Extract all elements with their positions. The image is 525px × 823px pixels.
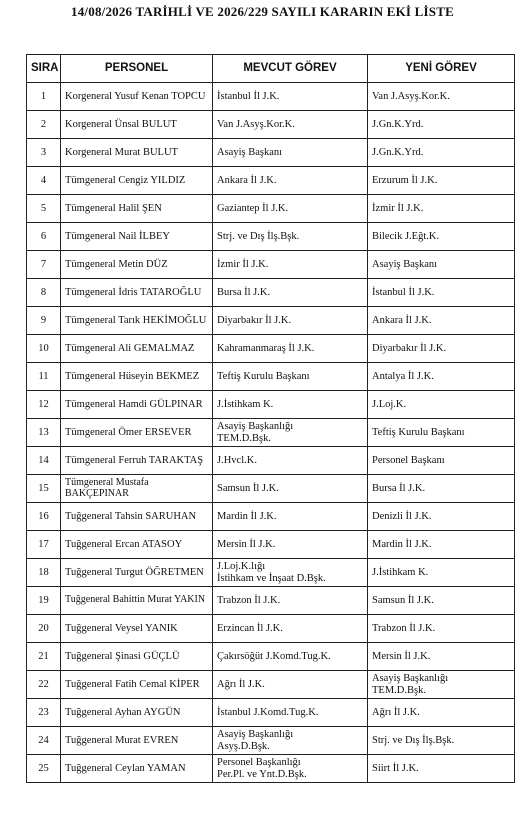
- header-row: [27, 55, 515, 83]
- row-number: 5: [27, 195, 61, 223]
- yeni-gorev-cell: Personel Başkanı: [368, 447, 515, 475]
- row-number: 11: [27, 363, 61, 391]
- personel-cell: Korgeneral Ünsal BULUT: [61, 111, 213, 139]
- yeni-gorev-cell: Diyarbakır İl J.K.: [368, 335, 515, 363]
- personel-cell: Tuğgeneral Tahsin SARUHAN: [61, 503, 213, 531]
- personel-cell: Korgeneral Murat BULUT: [61, 139, 213, 167]
- yeni-gorev-cell: İstanbul İl J.K.: [368, 279, 515, 307]
- header-yeni-gorev: YENİ GÖREV: [368, 55, 515, 83]
- table-row: [27, 475, 515, 503]
- yeni-gorev-cell: Asayiş Başkanlığı TEM.D.Bşk.: [368, 671, 515, 699]
- yeni-gorev-cell: Teftiş Kurulu Başkanı: [368, 419, 515, 447]
- row-number: 16: [27, 503, 61, 531]
- table-row: [27, 83, 515, 111]
- row-number: 10: [27, 335, 61, 363]
- personel-cell: Tuğgeneral Şinasi GÜÇLÜ: [61, 643, 213, 671]
- mevcut-gorev-cell: Samsun İl J.K.: [213, 475, 368, 503]
- mevcut-gorev-cell: Trabzon İl J.K.: [213, 587, 368, 615]
- table-row: [27, 699, 515, 727]
- row-number: 25: [27, 755, 61, 783]
- yeni-gorev-cell: Samsun İl J.K.: [368, 587, 515, 615]
- mevcut-gorev-cell: Asayiş Başkanlığı TEM.D.Bşk.: [213, 419, 368, 447]
- personel-cell: Korgeneral Yusuf Kenan TOPCU: [61, 83, 213, 111]
- yeni-gorev-cell: Van J.Asyş.Kor.K.: [368, 83, 515, 111]
- yeni-gorev-cell: Siirt İl J.K.: [368, 755, 515, 783]
- mevcut-gorev-cell: J.Hvcl.K.: [213, 447, 368, 475]
- personel-cell: Tümgeneral Metin DÜZ: [61, 251, 213, 279]
- row-number: 19: [27, 587, 61, 615]
- yeni-gorev-cell: Strj. ve Dış İlş.Bşk.: [368, 727, 515, 755]
- personel-cell: Tuğgeneral Ercan ATASOY: [61, 531, 213, 559]
- yeni-gorev-cell: J.İstihkam K.: [368, 559, 515, 587]
- row-number: 12: [27, 391, 61, 419]
- mevcut-gorev-cell: Mardin İl J.K.: [213, 503, 368, 531]
- table-row: [27, 447, 515, 475]
- table-row: [27, 615, 515, 643]
- mevcut-gorev-cell: İstanbul İl J.K.: [213, 83, 368, 111]
- table-row: [27, 279, 515, 307]
- row-number: 17: [27, 531, 61, 559]
- yeni-gorev-cell: Ağrı İl J.K.: [368, 699, 515, 727]
- personel-cell: Tuğgeneral Ceylan YAMAN: [61, 755, 213, 783]
- table-row: [27, 223, 515, 251]
- table-row: [27, 307, 515, 335]
- personel-cell: Tümgeneral Tarık HEKİMOĞLU: [61, 307, 213, 335]
- row-number: 14: [27, 447, 61, 475]
- mevcut-gorev-cell: J.İstihkam K.: [213, 391, 368, 419]
- personel-cell: Tümgeneral Nail İLBEY: [61, 223, 213, 251]
- personel-cell: Tümgeneral Hamdi GÜLPINAR: [61, 391, 213, 419]
- mevcut-gorev-cell: Çakırsöğüt J.Komd.Tug.K.: [213, 643, 368, 671]
- header-personel: PERSONEL: [61, 55, 213, 83]
- yeni-gorev-cell: Erzurum İl J.K.: [368, 167, 515, 195]
- row-number: 6: [27, 223, 61, 251]
- personel-cell: Tuğgeneral Murat EVREN: [61, 727, 213, 755]
- yeni-gorev-cell: Trabzon İl J.K.: [368, 615, 515, 643]
- personel-cell: Tuğgeneral Veysel YANIK: [61, 615, 213, 643]
- row-number: 4: [27, 167, 61, 195]
- personel-cell: Tuğgeneral Turgut ÖĞRETMEN: [61, 559, 213, 587]
- table-row: [27, 167, 515, 195]
- yeni-gorev-cell: İzmir İl J.K.: [368, 195, 515, 223]
- row-number: 23: [27, 699, 61, 727]
- mevcut-gorev-cell: Ankara İl J.K.: [213, 167, 368, 195]
- yeni-gorev-cell: Bursa İl J.K.: [368, 475, 515, 503]
- yeni-gorev-cell: J.Gn.K.Yrd.: [368, 111, 515, 139]
- table-row: [27, 391, 515, 419]
- mevcut-gorev-cell: Ağrı İl J.K.: [213, 671, 368, 699]
- table-row: [27, 419, 515, 447]
- row-number: 2: [27, 111, 61, 139]
- document-title: 14/08/2026 TARİHLİ VE 2026/229 SAYILI KARARIN EKİ LİSTE: [71, 4, 454, 19]
- mevcut-gorev-cell: Bursa İl J.K.: [213, 279, 368, 307]
- table-row: [27, 559, 515, 587]
- row-number: 3: [27, 139, 61, 167]
- yeni-gorev-cell: Ankara İl J.K.: [368, 307, 515, 335]
- yeni-gorev-cell: Mersin İl J.K.: [368, 643, 515, 671]
- table-row: [27, 587, 515, 615]
- row-number: 24: [27, 727, 61, 755]
- mevcut-gorev-cell: Teftiş Kurulu Başkanı: [213, 363, 368, 391]
- row-number: 18: [27, 559, 61, 587]
- mevcut-gorev-cell: J.Loj.K.lığı İstihkam ve İnşaat D.Bşk.: [213, 559, 368, 587]
- yeni-gorev-cell: J.Gn.K.Yrd.: [368, 139, 515, 167]
- personel-cell: Tuğgeneral Bahittin Murat YAKIN: [61, 587, 213, 615]
- personel-cell: Tümgeneral Ali GEMALMAZ: [61, 335, 213, 363]
- row-number: 13: [27, 419, 61, 447]
- personel-cell: Tümgeneral Mustafa BAKÇEPINAR: [61, 475, 213, 503]
- assignment-table: [26, 54, 515, 783]
- table-header: [27, 55, 515, 83]
- row-number: 15: [27, 475, 61, 503]
- header-sira: SIRA: [27, 55, 61, 83]
- row-number: 1: [27, 83, 61, 111]
- mevcut-gorev-cell: Asayiş Başkanı: [213, 139, 368, 167]
- personel-cell: Tümgeneral Halil ŞEN: [61, 195, 213, 223]
- row-number: 20: [27, 615, 61, 643]
- personel-cell: Tümgeneral Cengiz YILDIZ: [61, 167, 213, 195]
- personel-cell: Tümgeneral Hüseyin BEKMEZ: [61, 363, 213, 391]
- header-mevcut-gorev: MEVCUT GÖREV: [213, 55, 368, 83]
- table-row: [27, 503, 515, 531]
- table-row: [27, 111, 515, 139]
- mevcut-gorev-cell: Gaziantep İl J.K.: [213, 195, 368, 223]
- table-row: [27, 531, 515, 559]
- yeni-gorev-cell: Antalya İl J.K.: [368, 363, 515, 391]
- row-number: 9: [27, 307, 61, 335]
- mevcut-gorev-cell: Diyarbakır İl J.K.: [213, 307, 368, 335]
- mevcut-gorev-cell: Mersin İl J.K.: [213, 531, 368, 559]
- mevcut-gorev-cell: Personel Başkanlığı Per.Pl. ve Ynt.D.Bşk.: [213, 755, 368, 783]
- yeni-gorev-cell: Asayiş Başkanı: [368, 251, 515, 279]
- mevcut-gorev-cell: İstanbul J.Komd.Tug.K.: [213, 699, 368, 727]
- table-row: [27, 335, 515, 363]
- row-number: 7: [27, 251, 61, 279]
- row-number: 22: [27, 671, 61, 699]
- mevcut-gorev-cell: Strj. ve Dış İlş.Bşk.: [213, 223, 368, 251]
- table-row: [27, 727, 515, 755]
- table-row: [27, 643, 515, 671]
- yeni-gorev-cell: Denizli İl J.K.: [368, 503, 515, 531]
- row-number: 21: [27, 643, 61, 671]
- mevcut-gorev-cell: Van J.Asyş.Kor.K.: [213, 111, 368, 139]
- mevcut-gorev-cell: Asayiş Başkanlığı Asyş.D.Bşk.: [213, 727, 368, 755]
- table-body: [27, 83, 515, 783]
- table-row: [27, 251, 515, 279]
- yeni-gorev-cell: J.Loj.K.: [368, 391, 515, 419]
- mevcut-gorev-cell: Erzincan İl J.K.: [213, 615, 368, 643]
- table-row: [27, 363, 515, 391]
- yeni-gorev-cell: Bilecik J.Eğt.K.: [368, 223, 515, 251]
- personel-cell: Tümgeneral İdris TATAROĞLU: [61, 279, 213, 307]
- table-row: [27, 195, 515, 223]
- yeni-gorev-cell: Mardin İl J.K.: [368, 531, 515, 559]
- mevcut-gorev-cell: Kahramanmaraş İl J.K.: [213, 335, 368, 363]
- personel-cell: Tümgeneral Ömer ERSEVER: [61, 419, 213, 447]
- mevcut-gorev-cell: İzmir İl J.K.: [213, 251, 368, 279]
- table-row: [27, 139, 515, 167]
- personel-cell: Tuğgeneral Fatih Cemal KİPER: [61, 671, 213, 699]
- table-row: [27, 755, 515, 783]
- table-row: [27, 671, 515, 699]
- personel-cell: Tümgeneral Ferruh TARAKTAŞ: [61, 447, 213, 475]
- personel-cell: Tuğgeneral Ayhan AYGÜN: [61, 699, 213, 727]
- row-number: 8: [27, 279, 61, 307]
